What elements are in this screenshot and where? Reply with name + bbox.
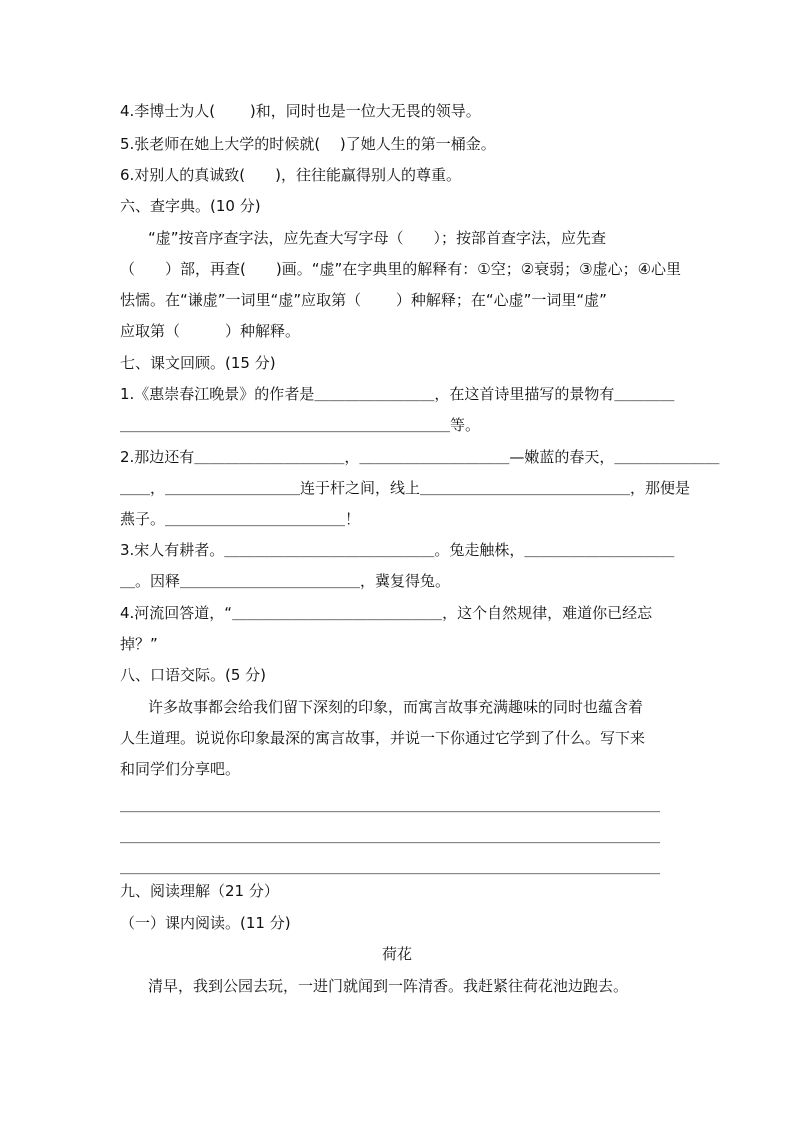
review-question-4-line-2: 掉？” — [120, 635, 158, 653]
dictionary-paragraph-line-4: 应取第（ ）种解释。 — [120, 322, 301, 340]
passage-line-1: 清早，我到公园去玩，一进门就闻到一阵清香。我赶紧往荷花池边跑去。 — [148, 977, 629, 995]
oral-paragraph-line-1: 许多故事都会给我们留下深刻的印象，而寓言故事充满趣味的同时也蕴含着 — [148, 698, 644, 716]
section-7-heading: 七、课文回顾。(15 分) — [120, 354, 276, 372]
oral-paragraph-line-2: 人生道理。说说你印象最深的寓言故事，并说一下你通过它学到了什么。写下来 — [120, 729, 646, 747]
section-8-heading: 八、口语交际。(5 分) — [120, 666, 267, 684]
answer-line-2: ＿＿＿＿＿＿＿＿＿＿＿＿＿＿＿＿＿＿＿＿＿＿＿＿＿＿＿＿＿＿＿＿＿＿＿＿ — [120, 827, 661, 845]
review-question-1-line-2: ＿＿＿＿＿＿＿＿＿＿＿＿＿＿＿＿＿＿＿＿＿＿等。 — [120, 416, 481, 434]
question-6-line: 6.对别人的真诚致( )，往往能赢得别人的尊重。 — [120, 166, 462, 184]
question-5-line: 5.张老师在她上大学的时候就( )了她人生的第一桶金。 — [120, 135, 496, 153]
review-question-3-line-2: ＿。因释＿＿＿＿＿＿＿＿＿＿＿＿，冀复得兔。 — [120, 572, 451, 590]
review-question-4-line-1: 4.河流回答道，“＿＿＿＿＿＿＿＿＿＿＿＿＿＿，这个自然规律，难道你已经忘 — [120, 604, 653, 622]
dictionary-paragraph-line-3: 怯懦。在“谦虚”一词里“虚”应取第（ ）种解释；在“心虚”一词里“虚” — [120, 291, 607, 309]
review-question-2-line-3: 燕子。＿＿＿＿＿＿＿＿＿＿＿＿！ — [120, 510, 361, 528]
dictionary-paragraph-line-1: “虚”按音序查字法，应先查大写字母（ ）；按部首查字法，应先查 — [148, 229, 607, 247]
oral-paragraph-line-3: 和同学们分享吧。 — [120, 760, 241, 778]
dictionary-paragraph-line-2: （ ）部，再查( )画。“虚”在字典里的解释有：①空；②衰弱；③虚心；④心里 — [120, 260, 682, 278]
section-6-heading: 六、查字典。(10 分) — [120, 197, 261, 215]
review-question-3-line-1: 3.宋人有耕者。＿＿＿＿＿＿＿＿＿＿＿＿＿＿。兔走触株，＿＿＿＿＿＿＿＿＿＿ — [120, 541, 675, 559]
question-4-line: 4.李博士为人( )和，同时也是一位大无畏的领导。 — [120, 102, 481, 120]
section-9-heading: 九、阅读理解（21 分） — [120, 882, 279, 900]
review-question-2-line-2: ＿＿，＿＿＿＿＿＿＿＿＿连于杆之间，线上＿＿＿＿＿＿＿＿＿＿＿＿＿＿，那便是 — [120, 479, 691, 497]
review-question-1-line-1: 1.《惠崇春江晚景》的作者是＿＿＿＿＿＿＿＿，在这首诗里描写的景物有＿＿＿＿ — [120, 385, 675, 403]
review-question-2-line-1: 2.那边还有＿＿＿＿＿＿＿＿＿＿，＿＿＿＿＿＿＿＿＿＿—嫩蓝的春天，＿＿＿＿＿＿＿ — [120, 448, 720, 466]
passage-title: 荷花 — [381, 945, 412, 963]
answer-line-3: ＿＿＿＿＿＿＿＿＿＿＿＿＿＿＿＿＿＿＿＿＿＿＿＿＿＿＿＿＿＿＿＿＿＿＿＿ — [120, 858, 661, 876]
answer-line-1: ＿＿＿＿＿＿＿＿＿＿＿＿＿＿＿＿＿＿＿＿＿＿＿＿＿＿＿＿＿＿＿＿＿＿＿＿ — [120, 796, 661, 814]
reading-subheading: （一）课内阅读。(11 分) — [120, 914, 291, 932]
